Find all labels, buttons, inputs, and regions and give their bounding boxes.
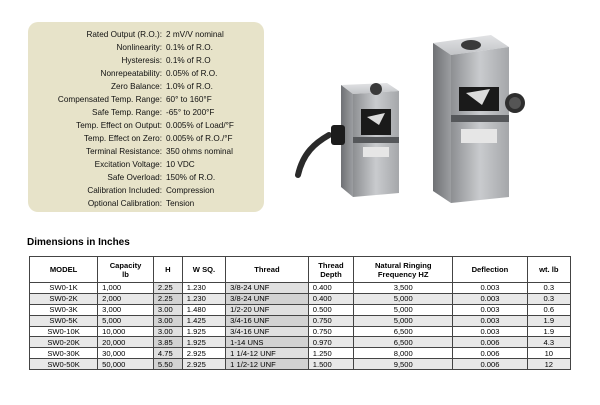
cell-deflection: 0.006	[453, 359, 527, 370]
cell-h: 2.25	[153, 283, 182, 294]
spec-value: Compression	[166, 186, 215, 195]
spec-label: Temp. Effect on Output:	[76, 121, 162, 130]
cell-wsq: 1.925	[182, 326, 225, 337]
cell-model: SW0-3K	[30, 304, 98, 315]
cell-h: 3.00	[153, 326, 182, 337]
specifications-panel	[28, 22, 264, 212]
cell-model: SW0-1K	[30, 283, 98, 294]
spec-value: 1.0% of R.O.	[166, 82, 213, 91]
cell-thread: 3/4-16 UNF	[226, 315, 309, 326]
spec-value: 0.05% of R.O.	[166, 69, 218, 78]
cell-capacity: 2,000	[98, 293, 154, 304]
header-weight: wt. lb	[527, 257, 570, 283]
spec-row	[28, 41, 264, 54]
spec-row	[28, 158, 264, 171]
cell-capacity: 1,000	[98, 283, 154, 294]
cell-ringing: 5,000	[354, 315, 453, 326]
spec-value: 10 VDC	[166, 160, 195, 169]
spec-label: Rated Output (R.O.):	[86, 30, 162, 39]
header-capacity: Capacity lb	[98, 257, 154, 283]
cell-weight: 12	[527, 359, 570, 370]
header-wsq: W SQ.	[182, 257, 225, 283]
cell-thread: 3/4-16 UNF	[226, 326, 309, 337]
cell-ringing: 9,500	[354, 359, 453, 370]
cell-weight: 0.3	[527, 283, 570, 294]
cell-depth: 0.500	[308, 304, 353, 315]
cell-depth: 0.750	[308, 326, 353, 337]
dimensions-title: Dimensions in Inches	[27, 237, 130, 248]
cell-deflection: 0.006	[453, 337, 527, 348]
table-header-row	[30, 257, 571, 283]
cell-model: SW0-5K	[30, 315, 98, 326]
spec-value: 150% of R.O.	[166, 173, 216, 182]
spec-value: 0.005% of Load/°F	[166, 121, 234, 130]
cell-wsq: 1.230	[182, 293, 225, 304]
header-ringing-frequency: Natural Ringing Frequency HZ	[354, 257, 453, 283]
header-deflection: Deflection	[453, 257, 527, 283]
cell-depth: 0.970	[308, 337, 353, 348]
load-cell-product-image	[295, 25, 535, 215]
header-h: H	[153, 257, 182, 283]
cell-depth: 1.250	[308, 348, 353, 359]
spec-row	[28, 184, 264, 197]
cell-deflection: 0.006	[453, 348, 527, 359]
cell-ringing: 8,000	[354, 348, 453, 359]
cell-model: SW0-2K	[30, 293, 98, 304]
cell-ringing: 3,500	[354, 283, 453, 294]
table-row	[30, 359, 571, 370]
cell-weight: 0.6	[527, 304, 570, 315]
spec-value: 350 ohms nominal	[166, 147, 233, 156]
spec-label: Compensated Temp. Range:	[57, 95, 162, 104]
spec-label: Terminal Resistance:	[86, 147, 162, 156]
cell-ringing: 5,000	[354, 293, 453, 304]
cell-wsq: 1.425	[182, 315, 225, 326]
header-thread-depth: Thread Depth	[308, 257, 353, 283]
cell-h: 3.85	[153, 337, 182, 348]
cell-depth: 1.500	[308, 359, 353, 370]
cell-h: 4.75	[153, 348, 182, 359]
spec-value: 0.005% of R.O./°F	[166, 134, 233, 143]
cell-capacity: 30,000	[98, 348, 154, 359]
spec-row	[28, 28, 264, 41]
cell-h: 2.25	[153, 293, 182, 304]
header-thread: Thread	[226, 257, 309, 283]
spec-label: Excitation Voltage:	[94, 160, 162, 169]
spec-value: 2 mV/V nominal	[166, 30, 224, 39]
spec-label: Nonlinearity:	[116, 43, 162, 52]
dimensions-table	[29, 256, 571, 370]
cell-ringing: 6,500	[354, 337, 453, 348]
cell-deflection: 0.003	[453, 293, 527, 304]
spec-label: Temp. Effect on Zero:	[83, 134, 162, 143]
cell-model: SW0-50K	[30, 359, 98, 370]
spec-row	[28, 119, 264, 132]
cell-weight: 4.3	[527, 337, 570, 348]
cell-weight: 1.9	[527, 315, 570, 326]
table-row	[30, 337, 571, 348]
cell-depth: 0.400	[308, 283, 353, 294]
spec-row	[28, 197, 264, 210]
cell-thread: 1 1/2-12 UNF	[226, 359, 309, 370]
spec-value: 60° to 160°F	[166, 95, 212, 104]
spec-row	[28, 132, 264, 145]
cell-capacity: 3,000	[98, 304, 154, 315]
spec-row	[28, 67, 264, 80]
cell-wsq: 2.925	[182, 348, 225, 359]
spec-value: 0.1% of R.O.	[166, 43, 213, 52]
cell-weight: 1.9	[527, 326, 570, 337]
table-row	[30, 293, 571, 304]
cell-thread: 1-14 UNS	[226, 337, 309, 348]
cell-capacity: 10,000	[98, 326, 154, 337]
cell-depth: 0.750	[308, 315, 353, 326]
table-row	[30, 304, 571, 315]
cell-thread: 1/2-20 UNF	[226, 304, 309, 315]
cell-deflection: 0.003	[453, 315, 527, 326]
spec-label: Hysteresis:	[121, 56, 162, 65]
cell-thread: 3/8-24 UNF	[226, 293, 309, 304]
cell-thread: 1 1/4-12 UNF	[226, 348, 309, 359]
cell-deflection: 0.003	[453, 283, 527, 294]
cell-h: 3.00	[153, 304, 182, 315]
cell-wsq: 1.230	[182, 283, 225, 294]
spec-row	[28, 171, 264, 184]
spec-label: Safe Temp. Range:	[92, 108, 162, 117]
spec-value: 0.1% of R.O	[166, 56, 211, 65]
cell-h: 5.50	[153, 359, 182, 370]
spec-row	[28, 54, 264, 67]
cell-capacity: 50,000	[98, 359, 154, 370]
cell-deflection: 0.003	[453, 304, 527, 315]
spec-row	[28, 145, 264, 158]
spec-row	[28, 106, 264, 119]
spec-row	[28, 80, 264, 93]
spec-label: Optional Calibration:	[87, 199, 162, 208]
cell-ringing: 5,000	[354, 304, 453, 315]
header-model: MODEL	[30, 257, 98, 283]
table-row	[30, 283, 571, 294]
cell-capacity: 5,000	[98, 315, 154, 326]
cell-wsq: 2.925	[182, 359, 225, 370]
cell-model: SW0-20K	[30, 337, 98, 348]
spec-value: -65° to 200°F	[166, 108, 215, 117]
spec-label: Nonrepeatability:	[100, 69, 162, 78]
cell-weight: 10	[527, 348, 570, 359]
spec-value: Tension	[166, 199, 195, 208]
cell-wsq: 1.480	[182, 304, 225, 315]
table-row	[30, 326, 571, 337]
spec-label: Safe Overload:	[107, 173, 162, 182]
table-row	[30, 315, 571, 326]
cell-ringing: 6,500	[354, 326, 453, 337]
cell-depth: 0.400	[308, 293, 353, 304]
cell-capacity: 20,000	[98, 337, 154, 348]
spec-row	[28, 93, 264, 106]
cell-weight: 0.3	[527, 293, 570, 304]
cell-model: SW0-10K	[30, 326, 98, 337]
table-row	[30, 348, 571, 359]
cell-h: 3.00	[153, 315, 182, 326]
cell-thread: 3/8-24 UNF	[226, 283, 309, 294]
cell-deflection: 0.003	[453, 326, 527, 337]
spec-label: Calibration Included:	[87, 186, 162, 195]
cell-model: SW0-30K	[30, 348, 98, 359]
cell-wsq: 1.925	[182, 337, 225, 348]
spec-label: Zero Balance:	[111, 82, 162, 91]
